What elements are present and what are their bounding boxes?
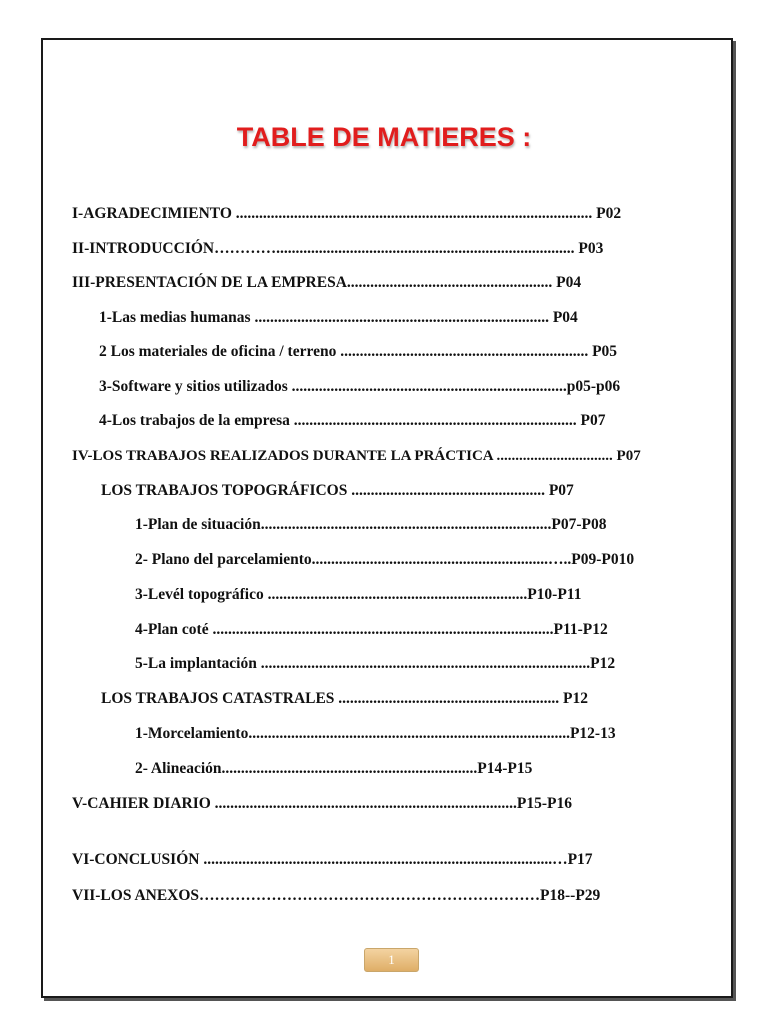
- toc-entry-topograficos[interactable]: [101, 482, 574, 501]
- toc-entry-text: LOS TRABAJOS CATASTRALES ......................................................... P12: [101, 690, 589, 707]
- toc-entry-trabajos-realizados[interactable]: [72, 447, 641, 465]
- toc-entry-agradecimiento[interactable]: [72, 205, 621, 223]
- toc-entry-medias-humanas[interactable]: [99, 309, 578, 327]
- toc-entry-software[interactable]: [99, 378, 620, 396]
- toc-entry-anexos[interactable]: [72, 887, 600, 905]
- document-title: TABLE DE MATIERES :: [236, 122, 532, 152]
- toc-entry-materiales[interactable]: [99, 343, 617, 361]
- toc-entry-text: 5-La implantación .....................................................................................P12: [135, 655, 616, 672]
- toc-entry-text: 2- Alineación..................................................................P14-P15: [135, 760, 533, 777]
- toc-entry-text: 1-Plan de situación...........................................................................P07-P08: [135, 516, 607, 533]
- toc-entry-text: LOS TRABAJOS TOPOGRÁFICOS .................................................. P07: [101, 482, 574, 499]
- toc-entry-text: III-PRESENTACIÓN DE LA EMPRESA..................................................... P04: [72, 274, 582, 291]
- toc-entry-plano-parcelamiento[interactable]: [135, 551, 634, 569]
- toc-entry-introduccion[interactable]: [72, 240, 603, 258]
- toc-entry-text: 3-Levél topográfico ...................................................................P10-P11: [135, 586, 582, 603]
- toc-entry-implantacion[interactable]: [135, 655, 615, 673]
- toc-entry-conclusion[interactable]: [72, 851, 593, 869]
- toc-entry-text: IV-LOS TRABAJOS REALIZADOS DURANTE LA PRÁCTICA ............................... P07: [72, 448, 641, 464]
- toc-entry-plan-situacion[interactable]: [135, 516, 606, 534]
- toc-entry-text: 1-Las medias humanas ............................................................................ P04: [99, 309, 578, 326]
- toc-entry-catastrales[interactable]: [101, 690, 588, 709]
- toc-entry-plan-cote[interactable]: [135, 621, 608, 639]
- toc-entry-level-topografico[interactable]: [135, 586, 581, 604]
- toc-entry-cahier-diario[interactable]: [72, 795, 572, 813]
- toc-entry-text: V-CAHIER DIARIO ..............................................................................P15-P16: [72, 795, 573, 812]
- toc-entry-text: 4-Los trabajos de la empresa ......................................................................... P07: [99, 412, 606, 429]
- toc-entry-text: II-INTRODUCCIÓN…………............................................................................. P03: [72, 240, 604, 257]
- toc-entry-text: VI-CONCLUSIÓN ..........................................................................................…P17: [72, 851, 593, 868]
- toc-entry-trabajos-empresa[interactable]: [99, 412, 605, 430]
- toc-entry-alineacion[interactable]: [135, 760, 532, 778]
- toc-entry-text: I-AGRADECIMIENTO ............................................................................................ P02: [72, 205, 622, 222]
- toc-entry-presentacion[interactable]: [72, 274, 581, 292]
- toc-entry-morcelamiento[interactable]: [135, 725, 616, 743]
- toc-entry-text: 1-Morcelamiento...................................................................................P12-13: [135, 725, 616, 742]
- toc-entry-text: VII-LOS ANEXOS…………………………………………………………P18--P29: [72, 887, 601, 904]
- toc-entry-text: 2 Los materiales de oficina / terreno ................................................................ P05: [99, 343, 618, 360]
- toc-entry-text: 2- Plano del parcelamiento.............................................................…..P09-P010: [135, 551, 635, 568]
- page-number-badge: 1: [364, 948, 419, 972]
- toc-entry-text: 3-Software y sitios utilizados .......................................................................p05-p06: [99, 378, 621, 395]
- toc-entry-text: 4-Plan coté ........................................................................................P11-P12: [135, 621, 608, 638]
